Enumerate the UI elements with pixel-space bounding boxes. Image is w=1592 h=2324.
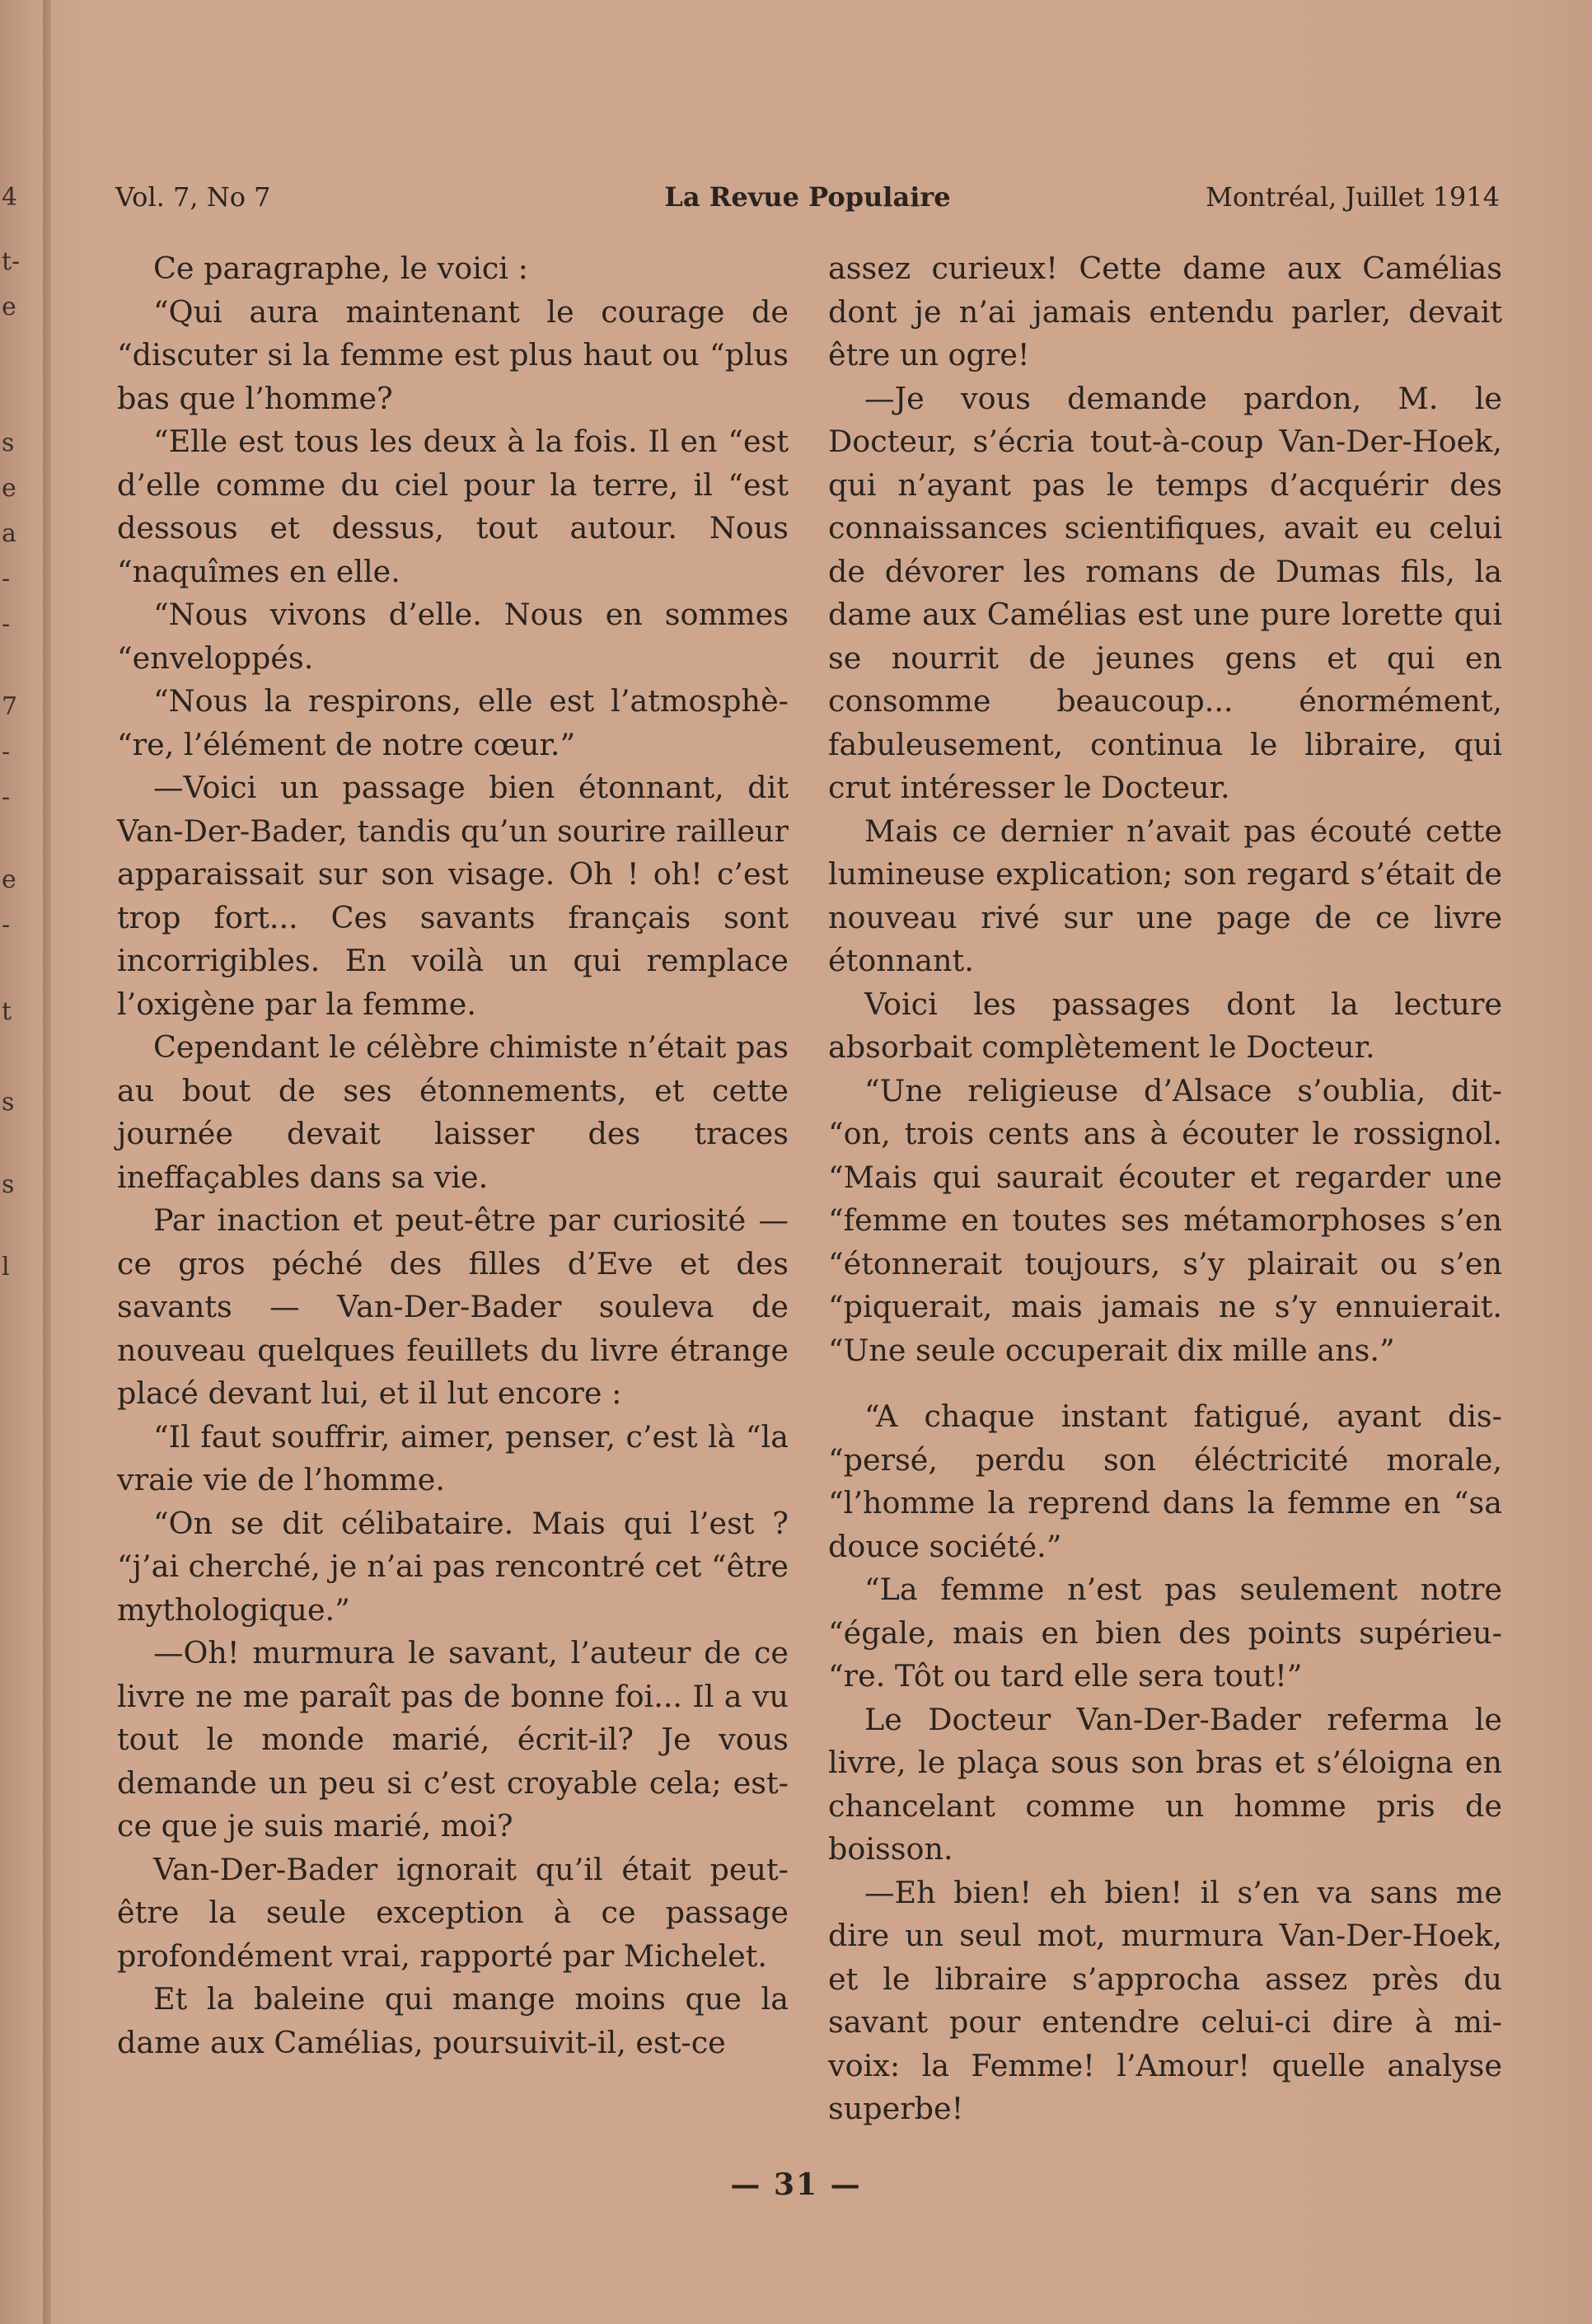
paragraph: Ce paragraphe, le voici : xyxy=(153,251,528,286)
paragraph: Par inaction et peut-être par curiosité —ce gros péché des filles d’Eve et des savants — Van-Der-Bader souleva de nouveau quelques feuillets du livre étrange placé devant lui, et il lut encore : xyxy=(117,1202,789,1411)
edge-char: l xyxy=(2,1253,10,1281)
paragraph: Voici les passages dont la lecture absorbait complètement le Docteur. xyxy=(828,986,1502,1065)
right-column xyxy=(828,247,1502,2131)
paragraph: Cependant le célèbre chimiste n’était pas au bout de ses étonnements, et cette journée devait laisser des traces ineffaçables dans sa vie. xyxy=(117,1029,789,1195)
paragraph: —Je vous demande pardon, M. le Docteur, s’écria tout-à-coup Van-Der-Hoek, qui n’ayant pas le temps d’acquérir des connaissances scientifiques, avait eu celui de dévorer les romans de Dumas fils, la dame aux Camélias est une pure lorette qui se nourrit de jeunes gens et qui en consomme beaucoup... énormément, fabuleusement, continua le libraire, qui crut intéresser le Docteur. xyxy=(828,380,1502,805)
edge-char: e xyxy=(2,293,16,321)
quote-paragraph: “Elle est tous les deux à la fois. Il en “est d’elle comme du ciel pour la terre, il “est dessous et dessus, tout autour. Nous “naquîmes en elle. xyxy=(117,424,789,589)
quote-paragraph: “Nous vivons d’elle. Nous en sommes “enveloppés. xyxy=(117,597,789,676)
paragraph: —Eh bien! eh bien! il s’en va sans me dire un seul mot, murmura Van-Der-Hoek, et le libraire s’approcha assez près du savant pour entendre celui-ci dire à mi-voix: la Femme! l’Amour! quelle analyse superbe! xyxy=(828,1874,1502,2126)
quote-paragraph: “On se dit célibataire. Mais qui l’est ? “j’ai cherché, je n’ai pas rencontré cet “être mythologique.” xyxy=(117,1505,789,1628)
edge-char: t xyxy=(2,997,12,1026)
running-header xyxy=(115,181,1500,223)
edge-char: - xyxy=(2,610,11,639)
quote-paragraph: “A chaque instant fatigué, ayant dis- “persé, perdu son éléctricité morale, “l’homme la reprend dans la femme en “sa douce société.” xyxy=(828,1399,1502,1564)
page-number: — 31 — xyxy=(730,2167,862,2202)
edge-char: - xyxy=(2,911,11,939)
edge-char: s xyxy=(2,429,15,457)
paragraph: Mais ce dernier n’avait pas écouté cette lumineuse explication; son regard s’était de nouveau rivé sur une page de ce livre étonnant. xyxy=(828,813,1502,978)
edge-char: t- xyxy=(2,247,21,276)
paragraph: —Oh! murmura le savant, l’auteur de ce livre ne me paraît pas de bonne foi... Il a vu tout le monde marié, écrit-il? Je vous demande un peu si c’est croyable cela; est-ce que je suis marié, moi? xyxy=(117,1635,789,1844)
paragraph: Van-Der-Bader ignorait qu’il était peut-être la seule exception à ce passage profondément vrai, rapporté par Michelet. xyxy=(117,1851,789,1974)
paragraph: —Voici un passage bien étonnant, dit Van-Der-Bader, tandis qu’un sourire railleur apparaissait sur son visage. Oh ! oh! c’est trop fort... Ces savants français sont incorrigibles. En voilà un qui remplace l’oxigène par la femme. xyxy=(117,770,789,1022)
left-column xyxy=(117,247,789,2064)
edge-char: e xyxy=(2,474,16,503)
paragraph-continued: assez curieux! Cette dame aux Camélias dont je n’ai jamais entendu parler, devait être un ogre! xyxy=(828,251,1502,372)
edge-char: e xyxy=(2,865,16,894)
edge-char: - xyxy=(2,738,11,766)
edge-char: 4 xyxy=(2,183,18,212)
issue-date: Montréal, Juillet 1914 xyxy=(1206,181,1500,213)
edge-char: a xyxy=(2,519,16,548)
paragraph: Et la baleine qui mange moins que la dame aux Camélias, poursuivit-il, est-ce xyxy=(117,1981,789,2060)
edge-char: 7 xyxy=(2,692,18,721)
binding-gutter xyxy=(43,0,51,2324)
quote-paragraph: “Nous la respirons, elle est l’atmosphè- “re, l’élément de notre cœur.” xyxy=(117,683,789,762)
adjacent-page-edge xyxy=(0,0,25,2324)
quote-paragraph: “La femme n’est pas seulement notre “égale, mais en bien des points supérieu- “re. Tôt ou tard elle sera tout!” xyxy=(828,1572,1502,1694)
magazine-title: La Revue Populaire xyxy=(664,181,951,213)
edge-char: - xyxy=(2,783,11,812)
issue-volume: Vol. 7, No 7 xyxy=(115,181,271,213)
edge-char: s xyxy=(2,1170,15,1199)
edge-char: s xyxy=(2,1088,15,1117)
quote-paragraph: “Qui aura maintenant le courage de “discuter si la femme est plus haut ou “plus bas que l’homme? xyxy=(117,293,789,416)
edge-char: - xyxy=(2,565,11,593)
quote-paragraph: “Il faut souffrir, aimer, penser, c’est là “la vraie vie de l’homme. xyxy=(117,1418,789,1497)
paragraph: Le Docteur Van-Der-Bader referma le livre, le plaça sous son bras et s’éloigna en chancelant comme un homme pris de boisson. xyxy=(828,1701,1502,1867)
quote-paragraph: “Une religieuse d’Alsace s’oublia, dit- “on, trois cents ans à écouter le rossignol. “Mais qui saurait écouter et regarder une “femme en toutes ses métamorphoses s’en “étonnerait toujours, s’y plairait ou s’en “piquerait, mais jamais ne s’y ennuierait. “Une seule occuperait dix mille ans.” xyxy=(828,1072,1502,1368)
